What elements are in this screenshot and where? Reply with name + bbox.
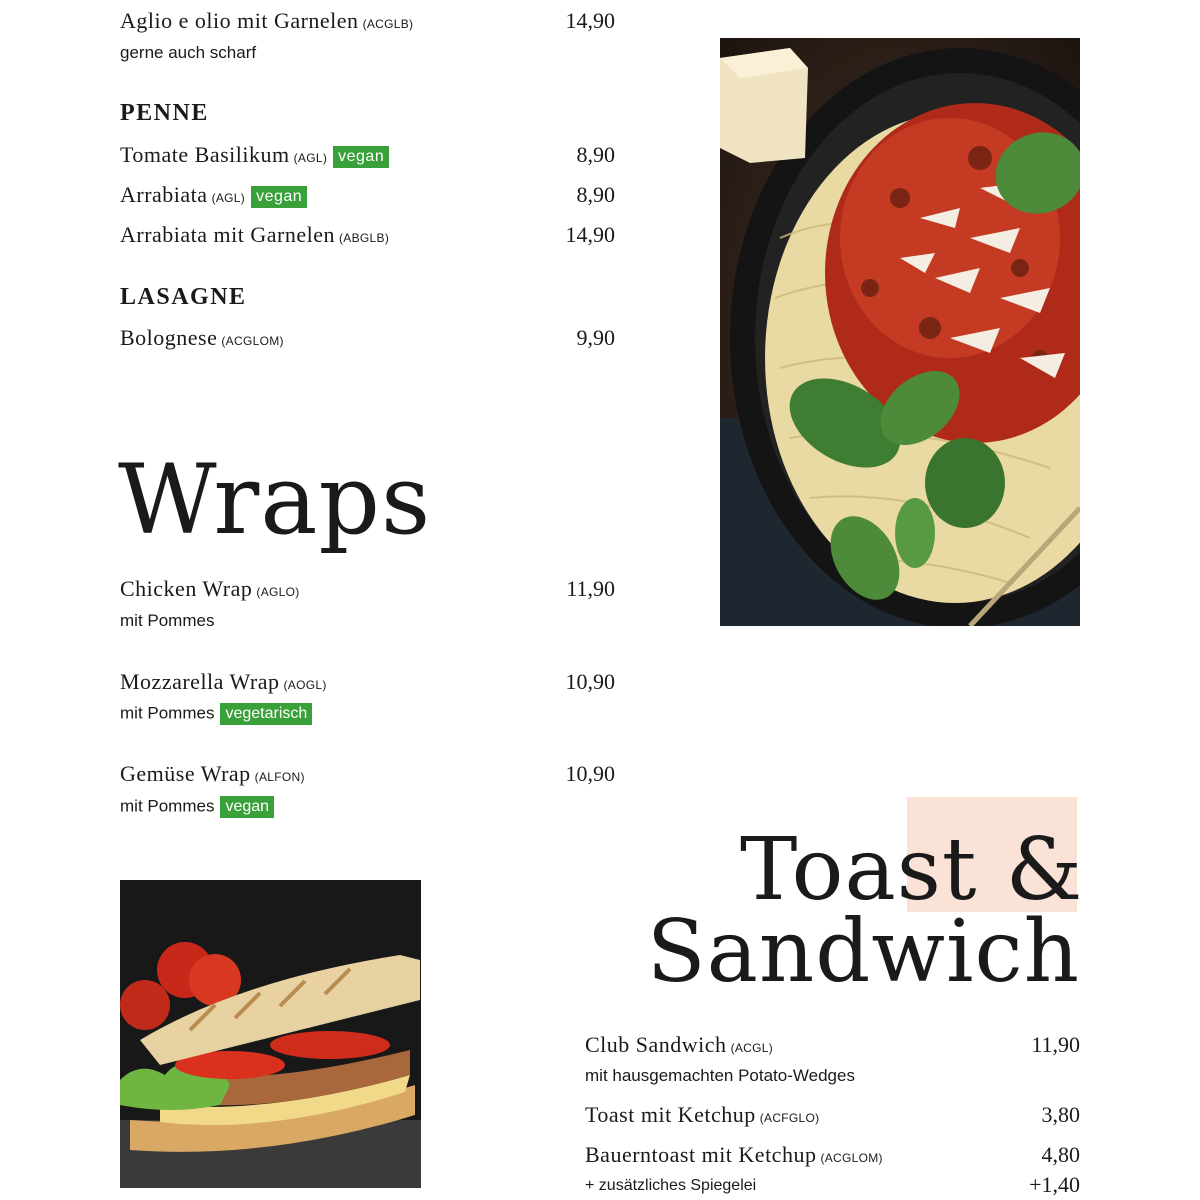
item-note — [120, 796, 274, 818]
item-note: mit hausgemachten Potato-Wedges — [585, 1066, 855, 1085]
allergen-codes: (ACGLOM) — [221, 334, 284, 348]
allergen-codes: (ACFGLO) — [759, 1111, 820, 1125]
allergen-codes: (AGL) — [293, 151, 328, 165]
section-heading-penne: PENNE — [120, 100, 209, 126]
allergen-codes: (ACGL) — [730, 1041, 774, 1055]
item-price: 11,90 — [1031, 1032, 1080, 1057]
menu-item-aglio — [120, 8, 413, 34]
item-price: 8,90 — [576, 142, 615, 167]
allergen-codes: (AGL) — [211, 191, 246, 205]
item-name: Aglio e olio mit Garnelen — [120, 8, 359, 33]
menu-item — [585, 1032, 773, 1058]
item-name: Mozzarella Wrap — [120, 669, 280, 694]
item-note-text: mit Pommes — [120, 703, 215, 723]
item-name: Bauerntoast mit Ketchup — [585, 1142, 817, 1167]
item-note — [120, 703, 312, 725]
menu-item — [120, 761, 305, 787]
item-name: Chicken Wrap — [120, 576, 253, 601]
item-name: Arrabiata mit Garnelen — [120, 222, 336, 247]
section-title-toast-line2: Sandwich — [646, 902, 1080, 1002]
menu-item — [120, 669, 327, 695]
allergen-codes: (AOGL) — [283, 678, 327, 692]
section-title-wraps: Wraps — [118, 444, 432, 556]
item-price: 8,90 — [576, 182, 615, 207]
extra-price: +1,40 — [1029, 1172, 1080, 1197]
allergen-codes: (ACGLB) — [362, 17, 414, 31]
allergen-codes: (ALFON) — [254, 770, 305, 784]
vegan-badge: vegan — [333, 146, 389, 168]
item-name: Gemüse Wrap — [120, 761, 251, 786]
spaghetti-bolognese-photo — [720, 38, 1080, 626]
pasta-illustration — [720, 38, 1080, 626]
item-price: 9,90 — [576, 325, 615, 350]
menu-item — [585, 1142, 883, 1168]
section-heading-lasagne: LASAGNE — [120, 284, 247, 310]
vegan-badge: vegan — [220, 796, 274, 818]
item-price: 3,80 — [1041, 1102, 1080, 1127]
item-note: mit Pommes — [120, 611, 215, 630]
sandwich-photo — [120, 880, 421, 1188]
item-name: Tomate Basilikum — [120, 142, 290, 167]
item-note-text: mit Pommes — [120, 796, 215, 816]
item-price: 10,90 — [565, 669, 615, 694]
menu-item — [120, 182, 307, 208]
section-title-toast-line1: Toast & — [740, 820, 1084, 920]
menu-item — [120, 325, 284, 351]
allergen-codes: (ACGLOM) — [820, 1151, 883, 1165]
menu-item — [585, 1102, 819, 1128]
item-name: Arrabiata — [120, 182, 208, 207]
menu-item — [120, 142, 389, 168]
menu-item — [120, 222, 389, 248]
sandwich-illustration — [120, 880, 421, 1188]
item-price: 14,90 — [565, 8, 615, 33]
item-note: + zusätzliches Spiegelei — [585, 1177, 757, 1194]
allergen-codes: (ABGLB) — [339, 231, 390, 245]
item-note: gerne auch scharf — [120, 43, 257, 62]
item-name: Toast mit Ketchup — [585, 1102, 756, 1127]
item-price: 10,90 — [565, 761, 615, 786]
item-price: 4,80 — [1041, 1142, 1080, 1167]
allergen-codes: (AGLO) — [256, 585, 300, 599]
item-price: 11,90 — [566, 576, 615, 601]
menu-item — [120, 576, 300, 602]
item-price: 14,90 — [565, 222, 615, 247]
vegan-badge: vegan — [251, 186, 307, 208]
vegetarian-badge: vegetarisch — [220, 703, 312, 725]
item-name: Bolognese — [120, 325, 218, 350]
item-name: Club Sandwich — [585, 1032, 727, 1057]
